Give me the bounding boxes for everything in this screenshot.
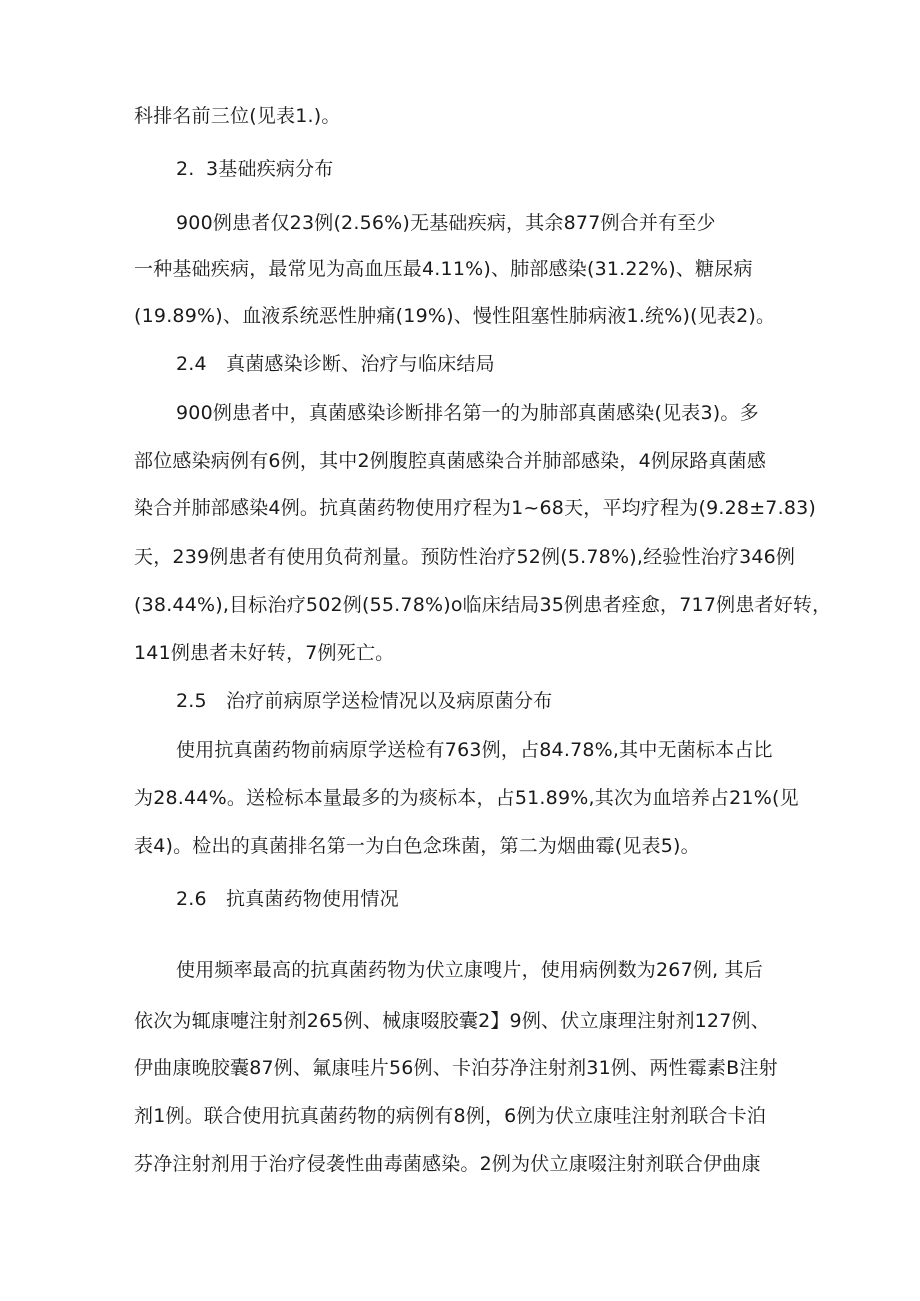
- paragraph-line: 伊曲康晚胶囊87例、氟康哇片56例、卡泊芬净注射剂31例、两性霉素B注射: [134, 1057, 778, 1079]
- section-number: 2.5: [176, 690, 207, 712]
- paragraph-line: 一种基础疾病，最常见为高血压最4.11%)、肺部感染(31.22%)、糖尿病: [134, 258, 753, 280]
- paragraph-line: 使用频率最高的抗真菌药物为伏立康嗖片，使用病例数为267例, 其后: [176, 959, 763, 981]
- paragraph-line: 900例患者仅23例(2.56%)无基础疾病，其余877例合并有至少: [176, 212, 716, 234]
- section-heading-2-3: [176, 157, 334, 181]
- paragraph-line: 染合并肺部感染4例。抗真菌药物使用疗程为1~68天，平均疗程为(9.28±7.83): [134, 497, 817, 519]
- paragraph-line: 依次为辄康嚏注射剂265例、械康啜胶囊2】9例、伏立康理注射剂127例、: [134, 1010, 770, 1032]
- paragraph-line: 900例患者中，真菌感染诊断排名第一的为肺部真菌感染(见表3)。多: [176, 402, 759, 424]
- paragraph-line: 141例患者未好转，7例死亡。: [134, 642, 395, 664]
- section-number: 2.4: [176, 353, 207, 375]
- paragraph-line: 使用抗真菌药物前病原学送检有763例，占84.78%,其中无菌标本占比: [176, 739, 773, 761]
- section-title: 真菌感染诊断、治疗与临床结局: [226, 353, 495, 375]
- paragraph-line: 部位感染病例有6例，其中2例腹腔真菌感染合并肺部感染，4例尿路真菌感: [134, 450, 767, 472]
- section-heading-2-4: [176, 352, 495, 376]
- paragraph-line: 芬净注射剂用于治疗侵袭性曲毒菌感染。2例为伏立康啜注射剂联合伊曲康: [134, 1153, 761, 1175]
- section-number: 2.6: [176, 888, 207, 910]
- paragraph-line: 天，239例患者有使用负荷剂量。预防性治疗52例(5.78%),经验性治疗346例: [134, 546, 796, 568]
- paragraph-line: (19.89%)、血液系统恶性肿痛(19%)、慢性阻塞性肺病液1.统%)(见表2)。: [134, 305, 776, 327]
- paragraph-line: 表4)。检出的真菌排名第一为白色念珠菌，第二为烟曲霉(见表5)。: [134, 835, 700, 857]
- paragraph-line: 为28.44%。送检标本量最多的为痰标本，占51.89%,其次为血培养占21%(见: [134, 787, 799, 809]
- section-title: 治疗前病原学送检情况以及病原菌分布: [226, 690, 553, 712]
- paragraph-line: (38.44%),目标治疗502例(55.78%)o临床结局35例患者痊愈，717例患者好转，: [134, 594, 832, 616]
- section-number: 2.: [176, 158, 195, 180]
- paragraph-line: 科排名前三位(见表1.)。: [134, 105, 341, 127]
- paragraph-line: 剂1例。联合使用抗真菌药物的病例有8例，6例为伏立康哇注射剂联合卡泊: [134, 1105, 767, 1127]
- section-heading-2-5: [176, 689, 552, 713]
- section-title: 抗真菌药物使用情况: [226, 888, 399, 910]
- section-title: 3基础疾病分布: [206, 158, 334, 180]
- section-heading-2-6: [176, 887, 399, 911]
